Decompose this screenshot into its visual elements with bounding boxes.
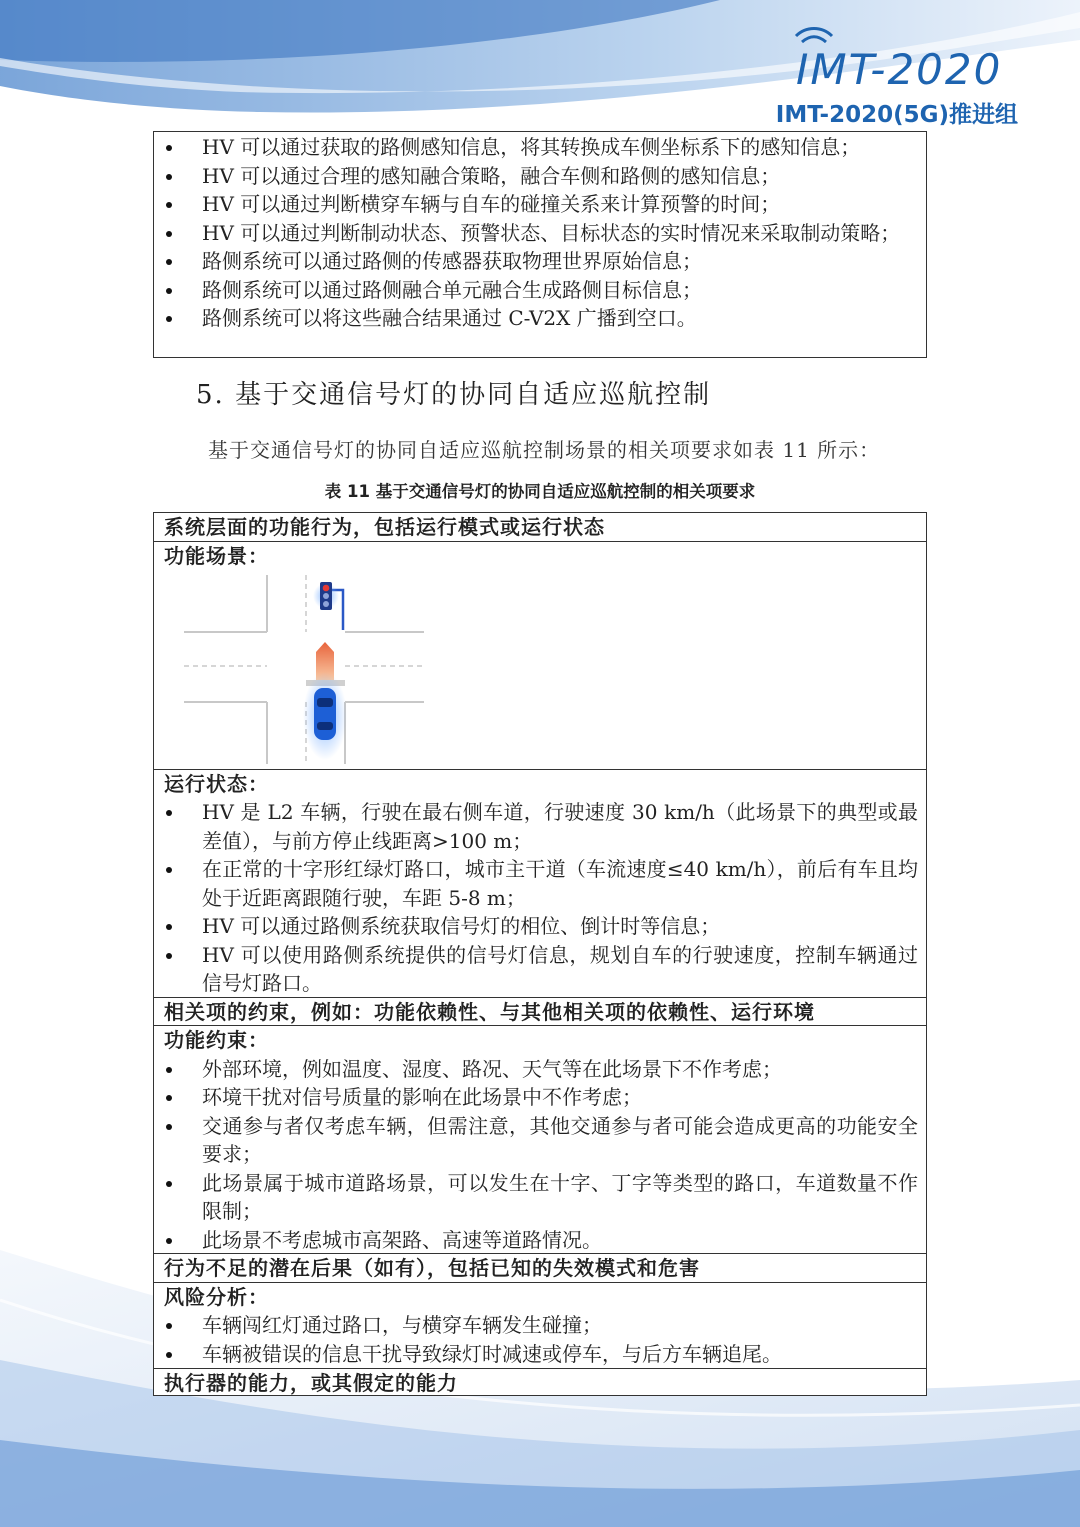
list-item: 路侧系统可以通过路侧融合单元融合生成路侧目标信息；: [154, 276, 926, 305]
row-header-actuator-capability: 执行器的能力，或其假定的能力: [164, 1370, 458, 1395]
list-item: HV 可以通过路侧系统获取信号灯的相位、倒计时等信息；: [154, 912, 926, 941]
list-item: HV 可以通过获取的路侧感知信息，将其转换成车侧坐标系下的感知信息；: [154, 133, 926, 162]
list-item: 车辆闯红灯通过路口，与横穿车辆发生碰撞；: [154, 1311, 926, 1340]
list-item: 交通参与者仅考虑车辆，但需注意，其他交通参与者可能会造成更高的功能安全要求；: [154, 1112, 926, 1169]
scene-label: 功能场景：: [164, 543, 269, 568]
section-heading: 5. 基于交通信号灯的协同自适应巡航控制: [196, 380, 712, 410]
status-label: 运行状态：: [164, 771, 269, 796]
status-list: [154, 798, 926, 998]
requirements-table: [153, 512, 927, 1396]
list-item: 环境干扰对信号质量的影响在此场景中不作考虑；: [154, 1083, 926, 1112]
intersection-diagram: [154, 570, 926, 766]
top-bullet-list: [154, 133, 926, 333]
list-item: 此场景属于城市道路场景，可以发生在十字、丁字等类型的路口，车道数量不作限制；: [154, 1169, 926, 1226]
list-item: 路侧系统可以通过路侧的传感器获取物理世界原始信息；: [154, 247, 926, 276]
risk-label: 风险分析：: [164, 1284, 269, 1309]
list-item: 外部环境，例如温度、湿度、路况、天气等在此场景下不作考虑；: [154, 1055, 926, 1084]
row-header-constraints: 相关项的约束，例如：功能依赖性、与其他相关项的依赖性、运行环境: [154, 998, 926, 1027]
svg-text:IMT-2020: IMT-2020: [796, 45, 1003, 94]
org-name: IMT-2020(5G)推进组: [775, 102, 1018, 128]
row-header-consequences: 行为不足的潜在后果（如有），包括已知的失效模式和危害: [154, 1254, 926, 1283]
list-item: HV 可以通过合理的感知融合策略，融合车侧和路侧的感知信息；: [154, 162, 926, 191]
risk-list: [154, 1311, 926, 1368]
constraint-label: 功能约束：: [164, 1028, 269, 1052]
list-item: 车辆被错误的信息干扰导致绿灯时减速或停车，与后方车辆追尾。: [154, 1340, 926, 1369]
org-logo: [775, 22, 1018, 132]
section-intro: 基于交通信号灯的协同自适应巡航控制场景的相关项要求如表 11 所示：: [208, 438, 881, 462]
list-item: HV 可以通过判断横穿车辆与自车的碰撞关系来计算预警的时间；: [154, 190, 926, 219]
risk-cell: [154, 1283, 926, 1369]
intersection-illustration: [179, 570, 479, 766]
list-item: HV 是 L2 车辆，行驶在最右侧车道，行驶速度 30 km/h（此场景下的典型或最差值），与前方停止线距离>100 m；: [154, 798, 926, 855]
list-item: 在正常的十字形红绿灯路口，城市主干道（车流速度≤40 km/h），前后有车且均处于近距离跟随行驶，车距 5-8 m；: [154, 855, 926, 912]
constraint-cell: [154, 1026, 926, 1254]
scene-cell: [154, 542, 926, 770]
list-item: HV 可以使用路侧系统提供的信号灯信息，规划自车的行驶速度，控制车辆通过信号灯路口。: [154, 941, 926, 998]
imt-2020-logo-icon: [788, 22, 1018, 94]
list-item: 路侧系统可以将这些融合结果通过 C-V2X 广播到空口。: [154, 304, 926, 333]
table-caption: 表 11 基于交通信号灯的协同自适应巡航控制的相关项要求: [324, 482, 756, 501]
top-requirements-box: [153, 131, 927, 358]
list-item: HV 可以通过判断制动状态、预警状态、目标状态的实时情况来采取制动策略；: [154, 219, 926, 248]
row-header-functional-behavior: 系统层面的功能行为，包括运行模式或运行状态: [154, 513, 926, 542]
status-cell: [154, 770, 926, 998]
list-item: 此场景不考虑城市高架路、高速等道路情况。: [154, 1226, 926, 1255]
constraint-list: [154, 1055, 926, 1255]
